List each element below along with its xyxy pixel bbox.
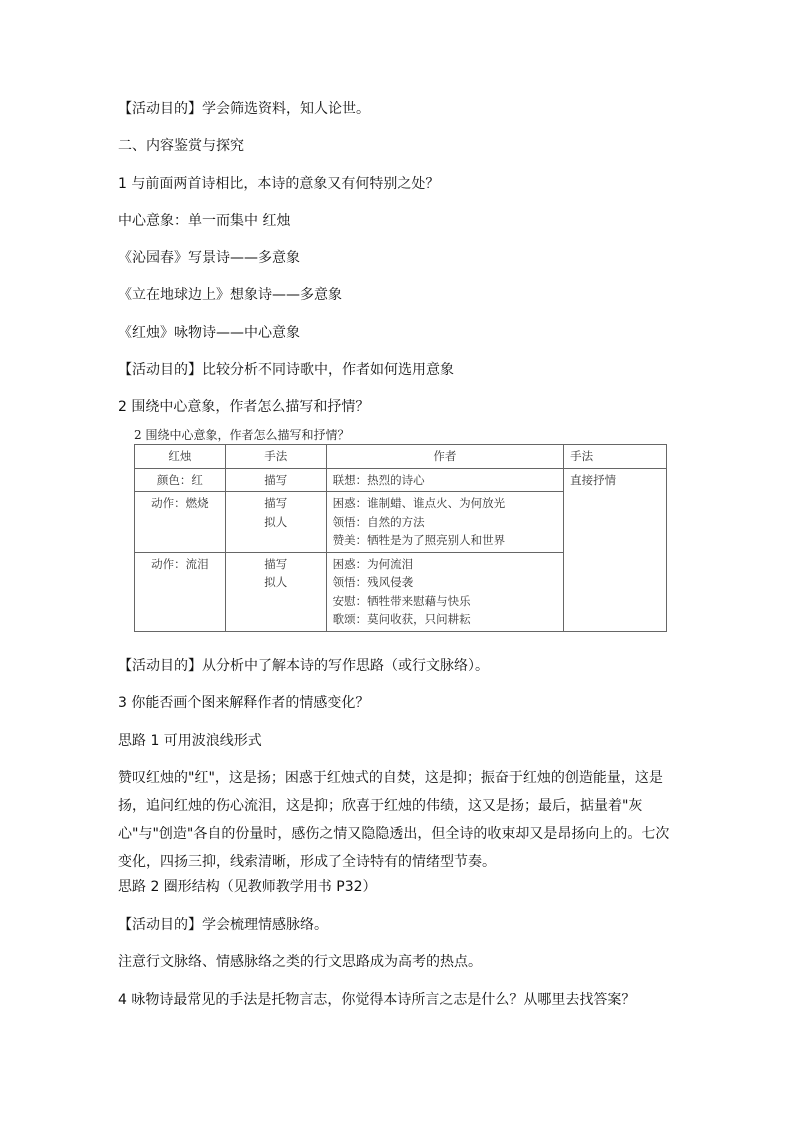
row2-hongzhu: 动作：燃烧 — [135, 492, 226, 553]
row2-author-line: 领悟：自然的方法 — [332, 514, 425, 529]
question-2: 2 围绕中心意象，作者怎么描写和抒情？ — [118, 399, 370, 415]
row3-author-line: 安慰：牺牲带来慰藉与快乐 — [332, 593, 471, 608]
row3-author-line: 领悟：残风侵袭 — [332, 575, 414, 589]
header-method-2: 手法 — [564, 445, 667, 469]
section-heading-2: 二、内容鉴赏与探究 — [118, 138, 244, 154]
row1-method-line: 描写 — [264, 472, 288, 487]
row2-method-line: 描写 — [264, 496, 288, 510]
row2-author-line: 困惑：谁制蜡、谁点火、为何放光 — [332, 496, 506, 510]
row2-method — [225, 492, 326, 553]
idea-1-heading: 思路 1 可用波浪线形式 — [118, 733, 262, 749]
row1-author — [326, 468, 564, 492]
idea-1-paragraph: 赞叹红烛的"红"，这是扬；困惑于红烛式的自焚，这是抑；振奋于红烛的创造能量，这是扬，追问红烛的伤心流泪，这是抑；欣喜于红烛的伟绩，这又是扬；最后，掂量着"灰心"与"创造"各自的份量时，感伤之情又隐隐透出，但全诗的收束却又是昂扬向上的。七次变化，四扬三抑，线索清晰，形成了全诗特有的情绪型节奏。 — [118, 770, 670, 870]
row3-author — [326, 552, 564, 631]
cropped-heading-text: 2 围绕中心意象，作者怎么描写和抒情？ — [134, 428, 350, 442]
header-method: 手法 — [225, 445, 326, 469]
poem-diqiu-line: 《立在地球边上》想象诗——多意象 — [118, 287, 342, 303]
poem-qinyuanchun-line: 《沁园春》写景诗——多意象 — [118, 250, 300, 266]
row1-method — [225, 468, 326, 492]
central-image-line: 中心意象：单一而集中 红烛 — [118, 213, 291, 229]
activity-goal-1: 【活动目的】学会筛选资料，知人论世。 — [118, 101, 370, 117]
row3-method-line: 描写 — [264, 556, 288, 571]
row3-author-line: 困惑：为何流泪 — [332, 556, 414, 571]
activity-goal-4: 【活动目的】学会梳理情感脉络。 — [118, 917, 328, 933]
idea-2-heading: 思路 2 圈形结构（见教师教学用书 P32） — [118, 879, 377, 895]
activity-goal-2: 【活动目的】比较分析不同诗歌中，作者如何选用意象 — [118, 362, 454, 378]
question-3: 3 你能否画个图来解释作者的情感变化？ — [118, 695, 370, 711]
question-4: 4 咏物诗最常见的手法是托物言志，你觉得本诗所言之志是什么？从哪里去找答案？ — [118, 992, 636, 1008]
analysis-table — [134, 444, 667, 632]
cropped-heading-fragment — [134, 428, 664, 442]
row2-author — [326, 492, 564, 553]
row3-hongzhu: 动作：流泪 — [135, 552, 226, 631]
row3-method — [225, 552, 326, 631]
row2-method-line: 拟人 — [264, 514, 288, 529]
question-1: 1 与前面两首诗相比，本诗的意象又有何特别之处？ — [118, 176, 440, 192]
direct-lyric-cell: 直接抒情 — [564, 468, 667, 631]
note-line: 注意行文脉络、情感脉络之类的行文思路成为高考的热点。 — [118, 954, 482, 970]
table-header-row — [135, 445, 667, 469]
poem-hongzhu-line: 《红烛》咏物诗——中心意象 — [118, 325, 300, 341]
row1-hongzhu: 颜色：红 — [135, 468, 226, 492]
activity-goal-3: 【活动目的】从分析中了解本诗的写作思路（或行文脉络）。 — [118, 658, 489, 674]
row3-author-line: 歌颂：莫问收获，只问耕耘 — [332, 612, 471, 626]
header-hongzhu: 红烛 — [135, 445, 226, 469]
row1-author-line: 联想：热烈的诗心 — [332, 472, 425, 487]
row2-author-line: 赞美：牺牲是为了照亮别人和世界 — [332, 533, 506, 547]
row3-method-line: 拟人 — [264, 575, 288, 589]
header-author: 作者 — [326, 445, 564, 469]
table-row — [135, 468, 667, 492]
